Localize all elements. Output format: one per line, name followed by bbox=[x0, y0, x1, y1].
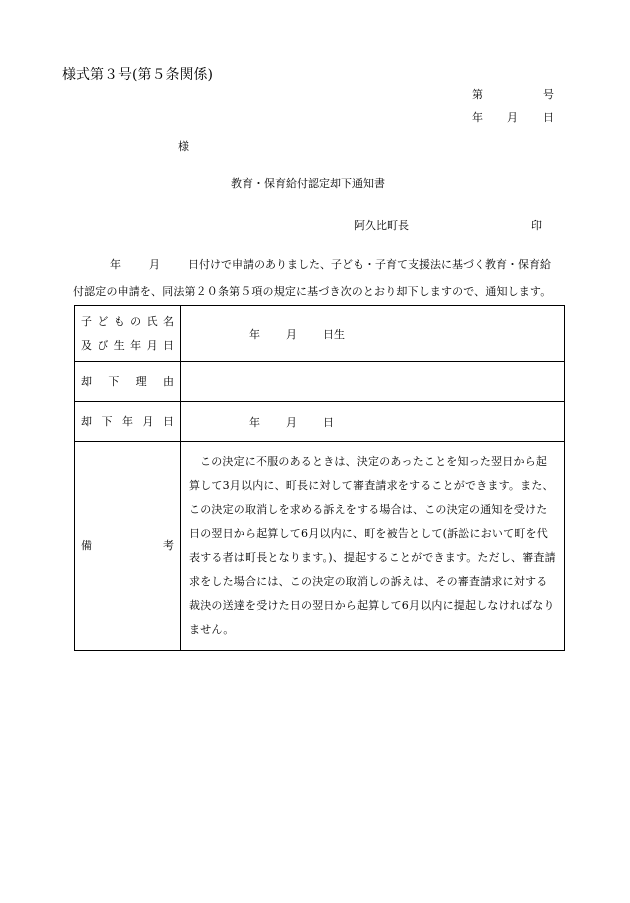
issue-day-label: 日 bbox=[543, 111, 554, 124]
body-year: 年 bbox=[110, 258, 121, 271]
child-birthdate-field[interactable]: 年 月 日生 bbox=[181, 306, 565, 362]
reject-date-row bbox=[75, 402, 565, 442]
seal-mark: 印 bbox=[531, 219, 542, 232]
child-label-line-2: 及 び 生 年 月 日 bbox=[81, 338, 174, 352]
decision-table bbox=[74, 305, 565, 651]
reason-label: 却 下 理 由 bbox=[75, 362, 181, 402]
remarks-text: この決定に不服のあるときは、決定のあったことを知った翌日から起算して3月以内に、町長に対して審査請求をすることができます。また、この決定の取消しを求める訴えをする場合は、この決定の通知を受けた日の翌日から起算して6月以内に、町を被告として(訴訟において町を代表する者は町長となります。)、提起することができます。ただし、審査請求をした場合には、この決定の取消しの訴えは、その審査請求に対する裁決の送達を受けた日の翌日から起算して6月以内に提起しなければなりません。 bbox=[181, 442, 565, 651]
reject-date-label: 却 下 年 月 日 bbox=[75, 402, 181, 442]
issue-month-label: 月 bbox=[507, 111, 518, 124]
remarks-row bbox=[75, 442, 565, 651]
addressee-honorific: 様 bbox=[178, 140, 189, 153]
issue-year-label: 年 bbox=[472, 111, 483, 124]
reason-row bbox=[75, 362, 565, 402]
remarks-label: 備 考 bbox=[75, 442, 181, 651]
document-title: 教育・保育給付認定却下通知書 bbox=[231, 177, 385, 190]
reject-date-field[interactable]: 年 月 日 bbox=[181, 402, 565, 442]
child-label-line-1: 子 ど も の 氏 名 bbox=[81, 314, 174, 328]
body-line-1-text: 日付けで申請のありました、子ども・子育て支援法に基づく教育・保育給 bbox=[188, 258, 551, 271]
child-label bbox=[75, 306, 181, 362]
issuer-name: 阿久比町長 bbox=[354, 219, 409, 232]
form-number: 様式第３号(第５条関係) bbox=[62, 67, 213, 83]
body-line-2: 付認定の申請を、同法第２０条第５項の規定に基づき次のとおり却下しますので、通知します。 bbox=[73, 285, 552, 298]
number-suffix: 号 bbox=[543, 88, 554, 101]
reason-field[interactable] bbox=[181, 362, 565, 402]
child-row bbox=[75, 306, 565, 362]
body-line-1 bbox=[110, 256, 551, 272]
number-prefix: 第 bbox=[472, 88, 483, 101]
body-month: 月 bbox=[149, 258, 160, 271]
